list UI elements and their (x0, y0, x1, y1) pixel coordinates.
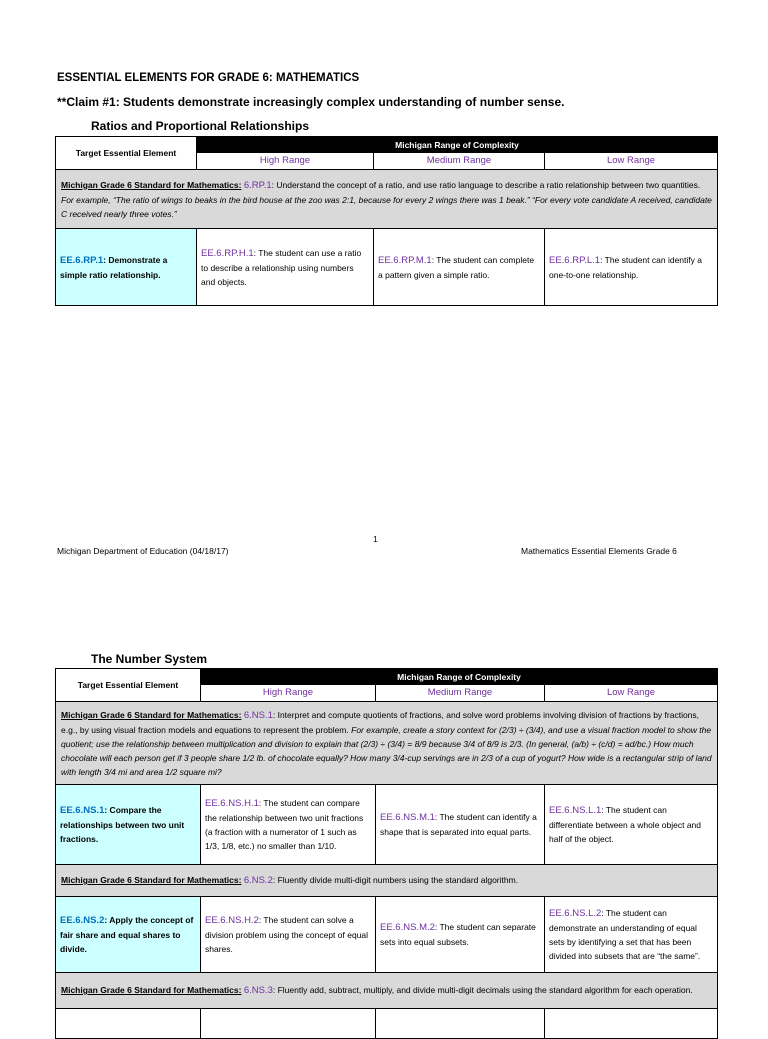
standard-label: Michigan Grade 6 Standard for Mathematics: (61, 179, 242, 190)
high-range-header: High Range (197, 153, 374, 170)
essential-element-cell (56, 897, 201, 973)
ee-code: EE.6.NS.1 (60, 805, 105, 816)
medium-code: EE.6.NS.M.1 (380, 812, 435, 823)
high-range-cell (201, 897, 376, 973)
standard-label: Michigan Grade 6 Standard for Mathematics: (61, 985, 242, 995)
high-text: : The student can solve a division problem using the concept of equal shares. (205, 915, 369, 954)
ee-text: : Compare the relationships between two unit fractions. (60, 805, 185, 844)
standard-row-6ns2 (56, 865, 718, 897)
footer-right: Mathematics Essential Elements Grade 6 (521, 546, 677, 556)
standard-row-6rp1 (56, 170, 718, 229)
high-range-cell (197, 229, 374, 306)
low-range-cell (545, 897, 718, 973)
medium-range-cell (376, 897, 545, 973)
medium-text: : The student can complete a pattern given a simple ratio. (378, 254, 535, 280)
low-code: EE.6.NS.L.2 (549, 908, 602, 919)
ee-code: EE.6.RP.1 (60, 254, 104, 266)
standard-label: Michigan Grade 6 Standard for Mathematics: (61, 709, 242, 720)
ee-text: : Demonstrate a simple ratio relationship. (60, 254, 168, 280)
medium-text: : The student can identify a shape that is separated into equal parts. (380, 812, 537, 837)
target-header: Target Essential Element (56, 137, 197, 170)
standard-code: 6.NS.1 (243, 709, 273, 721)
medium-range-header: Medium Range (376, 685, 545, 702)
standard-code: 6.NS.3 (243, 985, 273, 996)
low-code: EE.6.RP.L.1 (549, 254, 601, 266)
standard-text: : Understand the concept of a ratio, and use ratio language to describe a ratio relationship between two quantities. (271, 179, 701, 190)
document-title: ESSENTIAL ELEMENTS FOR GRADE 6: MATHEMATICS (57, 72, 360, 84)
standard-row-6ns1 (56, 702, 718, 785)
standard-text: : Fluently add, subtract, multiply, and divide multi-digit decimals using the standard algorithm for each operation. (272, 985, 693, 995)
low-range-cell (545, 785, 718, 865)
low-range-cell (545, 229, 718, 306)
standard-row-6ns3 (56, 973, 718, 1009)
page-number: 1 (373, 534, 378, 544)
essential-element-cell (56, 229, 197, 306)
section-heading-number-system: The Number System (91, 652, 208, 666)
standard-label: Michigan Grade 6 Standard for Mathematics: (61, 875, 242, 885)
essential-element-cell (56, 785, 201, 865)
low-range-header: Low Range (545, 685, 718, 702)
high-range-header: High Range (201, 685, 376, 702)
standard-text: : Interpret and compute quotients of fractions, and solve word problems involving division of fractions by fractions, e.g., by using visual fraction models and equations to represent the problem. (61, 709, 700, 735)
high-code: EE.6.NS.H.1 (205, 798, 259, 809)
medium-range-cell (374, 229, 545, 306)
medium-range-cell (376, 785, 545, 865)
standard-example: For example, “The ratio of wings to beaks in the bird house at the zoo was 2:1, because for every 2 wings there was 1 beak.” “For every vote candidate A received, candidate C received nearly three votes.” (61, 194, 712, 219)
number-system-table (55, 668, 718, 1039)
footer-left: Michigan Department of Education (04/18/17) (57, 546, 229, 556)
medium-code: EE.6.RP.M.1 (378, 254, 432, 266)
high-code: EE.6.NS.H.2 (205, 915, 259, 926)
complexity-header: Michigan Range of Complexity (201, 669, 718, 685)
low-code: EE.6.NS.L.1 (549, 805, 602, 816)
standard-text: : Fluently divide multi-digit numbers using the standard algorithm. (272, 875, 519, 885)
standard-example: For example, create a story context for (2/3) ÷ (3/4), and use a visual fraction model to show the quotient; use the relationship between multiplication and division to explain that (2/3) ÷ (3/4) = 8/9 because 3/4 of 8/9 is 2/3. (In general, (a/b) ÷ (c/d) = ad/bc.) How much chocolate will each person get if 3 people share 1/2 lb. of chocolate equally? How many 3/4-cup servings are in 2/3 of a cup of yogurt? How wide is a rectangular strip of land with length 3/4 mi and area 1/2 square mi? (61, 724, 712, 777)
low-range-header: Low Range (545, 153, 718, 170)
standard-code: 6.NS.2 (243, 875, 273, 886)
high-range-cell (201, 785, 376, 865)
low-text: : The student can demonstrate an understanding of equal sets by identifying a set that has been divided into subsets that are “the same”. (549, 908, 701, 961)
low-text: : The student can differentiate between a whole object and half of the object. (549, 805, 702, 844)
high-text: : The student can compare the relationship between two unit fractions (a fraction with a numerator of 1 such as 1/3, 1/8, etc.) no smaller than 1/10. (205, 798, 364, 851)
medium-range-header: Medium Range (374, 153, 545, 170)
ee-code: EE.6.NS.2 (60, 915, 105, 926)
ratios-table (55, 136, 718, 306)
ee-text: : Apply the concept of fair share and equal shares to divide. (60, 915, 194, 954)
medium-text: : The student can separate sets into equal subsets. (380, 922, 536, 947)
high-code: EE.6.RP.H.1 (201, 247, 254, 259)
standard-code: 6.RP.1 (243, 179, 272, 191)
target-header: Target Essential Element (56, 669, 201, 702)
medium-code: EE.6.NS.M.2 (380, 922, 435, 933)
claim-heading: **Claim #1: Students demonstrate increasingly complex understanding of number sense. (57, 95, 565, 109)
low-text: : The student can identify a one-to-one relationship. (549, 254, 702, 280)
high-text: : The student can use a ratio to describe a relationship using numbers and objects. (201, 247, 362, 287)
section-heading-ratios: Ratios and Proportional Relationships (91, 119, 310, 133)
complexity-header: Michigan Range of Complexity (197, 137, 718, 153)
